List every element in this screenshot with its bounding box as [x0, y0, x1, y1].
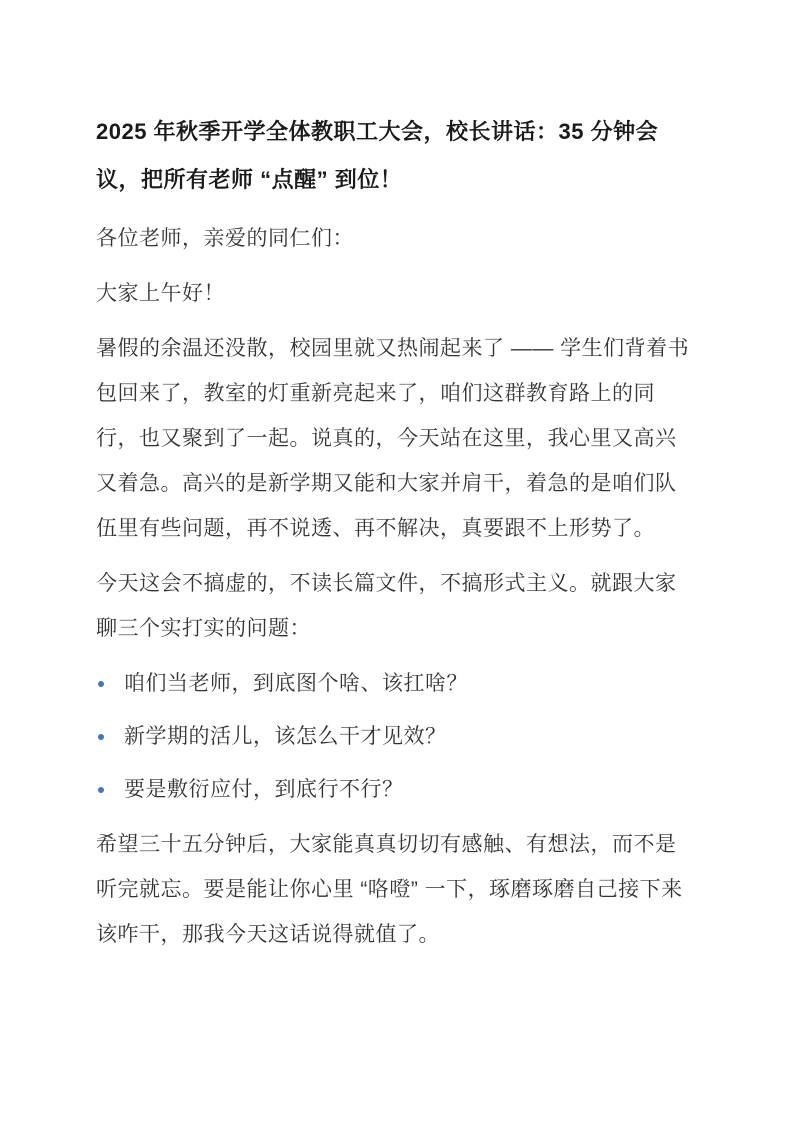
list-item	[96, 767, 697, 812]
salutation-paragraph: 各位老师，亲爱的同仁们：	[96, 227, 354, 250]
body-paragraph: 今天这会不搞虚的，不读长篇文件，不搞形式主义。就跟大家聊三个实打实的问题：	[96, 572, 677, 640]
list-item-text: 新学期的活儿，该怎么干才见效？	[124, 725, 447, 748]
list-item	[96, 714, 697, 759]
question-list	[96, 661, 697, 812]
list-item-text: 咱们当老师，到底图个啥、该扛啥？	[124, 672, 468, 695]
body-paragraph: 暑假的余温还没散，校园里就又热闹起来了 —— 学生们背着书包回来了，教室的灯重新亮起来了，咱们这群教育路上的同行，也又聚到了一起。说真的，今天站在这里，我心里又高兴又着急。高兴的是新学期又能和大家并肩干，着急的是咱们队伍里有些问题，再不说透、再不解决，真要跟不上形势了。	[96, 337, 690, 540]
bullet-dot-icon	[98, 787, 104, 793]
closing-paragraph: 希望三十五分钟后，大家能真真切切有感触、有想法，而不是听完就忘。要是能让你心里 “咯噔” 一下，琢磨琢磨自己接下来该咋干，那我今天这话说得就值了。	[96, 833, 683, 946]
bullet-dot-icon	[98, 681, 104, 687]
list-item	[96, 661, 697, 706]
list-item-text: 要是敷衍应付，到底行不行？	[124, 778, 404, 801]
bullet-dot-icon	[98, 734, 104, 740]
greeting-paragraph: 大家上午好！	[96, 282, 225, 305]
document-title: 2025 年秋季开学全体教职工大会，校长讲话：35 分钟会议，把所有老师 “点醒” 到位！	[96, 119, 659, 192]
